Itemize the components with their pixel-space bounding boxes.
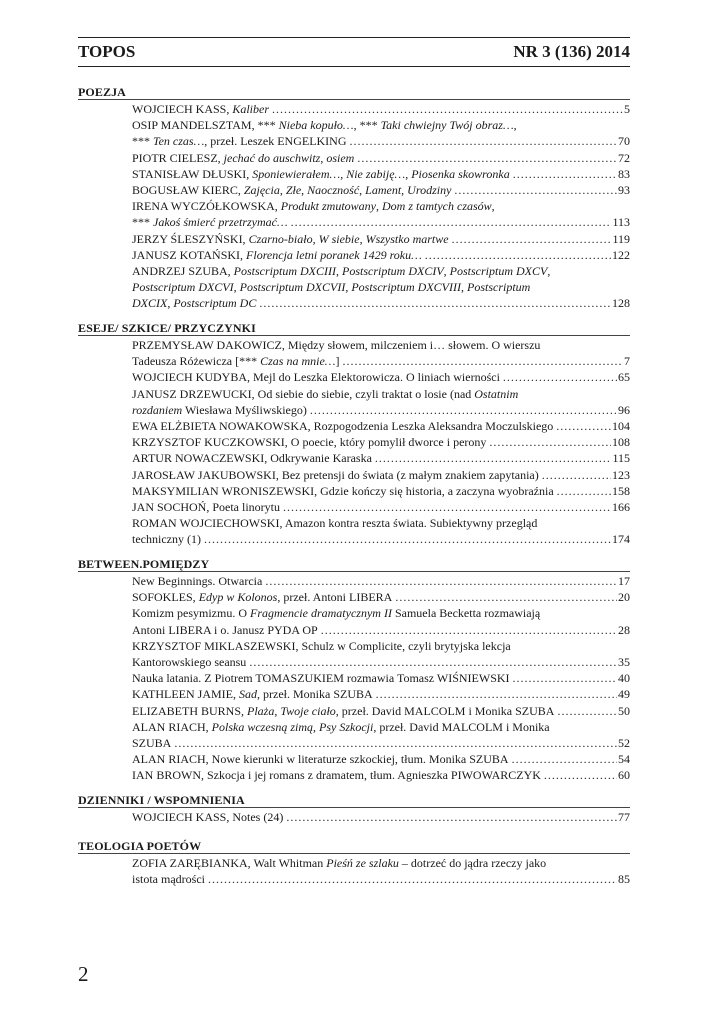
entry-line bbox=[132, 418, 630, 434]
entry-title-italic: Piosenka skowronka bbox=[411, 166, 510, 181]
entry-title-italic: Ostatnim bbox=[474, 386, 519, 401]
entry-text bbox=[132, 589, 392, 605]
dot-leader bbox=[249, 654, 617, 670]
entry-text-run: EWA ELŻBIETA NOWAKOWSKA, Rozpogodzenia Leszka Aleksandra Moczulskiego bbox=[132, 419, 554, 433]
entry-text-run: Wiesława Myśliwskiego) bbox=[182, 402, 307, 417]
entry-line bbox=[132, 686, 630, 702]
entry-text bbox=[132, 622, 318, 638]
entry-text-run: , bbox=[460, 280, 467, 295]
entry-text-run: , bbox=[376, 199, 382, 214]
dot-leader bbox=[342, 353, 623, 369]
page-ref: 49 bbox=[618, 687, 630, 702]
entry-text-run: KRZYSZTOF MIKLASZEWSKI, Schulz w Complicite, czyli brytyjska lekcja bbox=[132, 638, 511, 653]
entry-text-run: MAKSYMILIAN WRONISZEWSKI, Gdzie kończy się historia, a zaczyna wyobraźnia bbox=[132, 483, 554, 498]
entry-line bbox=[132, 450, 630, 466]
page-ref: 52 bbox=[618, 735, 630, 750]
entry-title-italic: Produkt zmutowany bbox=[280, 199, 376, 214]
entry-line bbox=[132, 369, 630, 385]
section-rule bbox=[78, 853, 630, 854]
entry-text-run: , przeł. David MALCOLM i Monika bbox=[373, 719, 550, 734]
entry-title-italic: Jakoś śmierć przetrzymać… bbox=[153, 215, 288, 230]
entry-text bbox=[132, 871, 205, 887]
page-ref: 60 bbox=[618, 768, 630, 783]
dot-leader bbox=[376, 686, 617, 702]
entry-text-run: SOFOKLES, bbox=[132, 590, 199, 605]
section-title: DZIENNIKI / WSPOMNIENIA bbox=[78, 793, 245, 807]
entry-text bbox=[132, 573, 262, 589]
dot-leader bbox=[544, 767, 617, 783]
entry-title-italic: Ten czas… bbox=[153, 134, 205, 149]
toc-entry[interactable] bbox=[132, 418, 630, 434]
entry-text-run: BOGUSŁAW KIERC, bbox=[132, 183, 244, 197]
entry-text-run: OSIP MANDELSZTAM, *** bbox=[132, 118, 279, 133]
entry-text-run: , przeł. Antoni LIBERA bbox=[277, 590, 393, 605]
entry-text-run: KATHLEEN JAMIE, bbox=[132, 687, 239, 702]
entry-line bbox=[132, 855, 630, 871]
page-ref: 77 bbox=[618, 810, 630, 824]
entry-text bbox=[132, 101, 269, 117]
entry-line bbox=[132, 467, 630, 483]
entry-title-italic: Postscriptum DXCVIII bbox=[351, 280, 461, 295]
entry-line bbox=[132, 622, 630, 638]
dot-leader bbox=[321, 622, 617, 638]
entry-text-run: , bbox=[279, 183, 286, 197]
entry-text-run: KRZYSZTOF KUCZKOWSKI, O poecie, który pomylił dworce i perony bbox=[132, 435, 487, 450]
entry-line bbox=[132, 767, 630, 783]
entry-title-italic: rozdaniem bbox=[132, 402, 183, 417]
entry-line bbox=[132, 133, 630, 149]
entry-text-run: ALAN RIACH, Nowe kierunki w literaturze szkockiej, tłum. Monika SZUBA bbox=[132, 752, 509, 767]
toc-entry[interactable] bbox=[132, 450, 630, 466]
entry-text-run: , *** bbox=[353, 118, 381, 133]
entry-line bbox=[132, 483, 630, 499]
dot-leader bbox=[454, 182, 617, 198]
entry-title-italic: Postscriptum DXCVI bbox=[132, 280, 234, 295]
entry-title-italic: Sad bbox=[239, 687, 257, 702]
entry-text-run: , bbox=[359, 183, 366, 197]
dot-leader bbox=[375, 450, 612, 466]
entry-text bbox=[132, 247, 422, 263]
entry-text-run: Samuela Becketta rozmawiają bbox=[391, 606, 541, 621]
dot-leader bbox=[556, 418, 611, 434]
toc-entry[interactable] bbox=[132, 767, 630, 783]
entry-text-run: JAN SOCHOŃ, Poeta linorytu bbox=[132, 500, 281, 514]
entry-line bbox=[132, 703, 630, 719]
entry-text bbox=[132, 418, 553, 434]
running-header bbox=[78, 40, 630, 64]
dot-leader bbox=[557, 703, 617, 719]
page-ref: 7 bbox=[624, 354, 630, 369]
toc-entry[interactable] bbox=[132, 166, 630, 182]
dot-leader bbox=[204, 531, 611, 547]
entry-title-italic: Taki chwiejny Twój obraz… bbox=[380, 118, 514, 133]
page-ref: 20 bbox=[618, 590, 630, 605]
toc-entry[interactable] bbox=[132, 751, 630, 767]
toc-entry[interactable] bbox=[132, 117, 630, 149]
section-rule bbox=[78, 807, 630, 808]
toc-entry[interactable] bbox=[132, 809, 630, 825]
entry-text-run: , bbox=[547, 264, 551, 278]
entry-text-run: , bbox=[301, 183, 308, 197]
page-ref: 115 bbox=[612, 451, 630, 466]
dot-leader bbox=[512, 751, 617, 767]
entry-text-run: , bbox=[320, 150, 327, 165]
entry-text bbox=[132, 150, 354, 166]
toc-entry[interactable] bbox=[132, 150, 630, 166]
dot-leader bbox=[310, 402, 617, 418]
entry-title-italic: Naoczność bbox=[307, 183, 360, 197]
dot-leader bbox=[350, 133, 617, 149]
entry-text-run: PIOTR CIELESZ, bbox=[132, 150, 224, 165]
toc-entry[interactable] bbox=[132, 337, 630, 369]
entry-title-italic: Wszystko martwe bbox=[365, 231, 449, 246]
page-ref: 72 bbox=[618, 150, 630, 165]
entry-text-run: ALAN RIACH, bbox=[132, 719, 212, 734]
dot-leader bbox=[208, 871, 617, 887]
page-ref: 108 bbox=[612, 435, 630, 450]
entry-text-run: , bbox=[233, 280, 240, 295]
entry-text-run: Tadeusza Różewicza [*** bbox=[132, 354, 261, 369]
entry-text-run: , bbox=[405, 166, 412, 181]
entry-text-run: IRENA WYCZÓŁKOWSKA, bbox=[132, 199, 281, 214]
page-ref: 50 bbox=[618, 703, 630, 718]
entry-line bbox=[132, 499, 630, 515]
entry-title-italic: Twoje ciało bbox=[280, 703, 336, 718]
entry-line bbox=[132, 871, 630, 887]
dot-leader bbox=[395, 589, 617, 605]
entry-line bbox=[132, 231, 630, 247]
entry-text bbox=[132, 531, 201, 547]
toc-entry[interactable] bbox=[132, 198, 630, 230]
entry-text bbox=[132, 133, 347, 149]
entry-text-run: ZOFIA ZARĘBIANKA, Walt Whitman bbox=[132, 856, 327, 870]
entry-line bbox=[132, 751, 630, 767]
entry-text bbox=[132, 670, 510, 686]
page-ref: 96 bbox=[618, 402, 630, 417]
entry-text bbox=[132, 735, 171, 751]
entry-text bbox=[132, 703, 554, 719]
entry-text-run: JANUSZ KOTAŃSKI, bbox=[132, 247, 247, 262]
journal-title: TOPOS bbox=[78, 42, 136, 61]
entry-text-run: ARTUR NOWACZEWSKI, Odkrywanie Karaska bbox=[132, 451, 372, 466]
entry-line bbox=[132, 166, 630, 182]
entry-text-run: , bbox=[359, 231, 366, 246]
entry-text-run: IAN BROWN, Szkocja i jej romans z dramatem, tłum. Agnieszka PIWOWARCZYK bbox=[132, 768, 541, 783]
entry-line bbox=[132, 735, 630, 751]
entry-title-italic: Postscriptum DXCVII bbox=[239, 280, 346, 295]
entry-title-italic: Postscriptum DXCIII bbox=[233, 264, 336, 278]
entry-text bbox=[132, 751, 509, 767]
entry-title-italic: Zajęcia bbox=[243, 183, 280, 197]
entry-title-italic: Postscriptum DXCV bbox=[449, 264, 548, 278]
entry-text bbox=[132, 686, 373, 702]
section-title: BETWEEN.POMIĘDZY bbox=[78, 557, 210, 571]
entry-text-run: ANDRZEJ SZUBA, bbox=[132, 264, 234, 278]
dot-leader bbox=[272, 101, 623, 117]
entry-title-italic: Lament bbox=[365, 183, 402, 197]
page-ref: 122 bbox=[612, 247, 630, 262]
entry-text-run: WOJCIECH KUDYBA, Mejl do Leszka Elektorowicza. O liniach wierności bbox=[132, 370, 500, 385]
entry-text-run: ELIZABETH BURNS, bbox=[132, 703, 247, 718]
page-ref: 123 bbox=[612, 467, 630, 482]
entry-text-run: JAROSŁAW JAKUBOWSKI, Bez pretensji do świata (z małym znakiem zapytania) bbox=[132, 467, 539, 482]
toc-entry[interactable] bbox=[132, 263, 630, 312]
entry-line bbox=[132, 198, 630, 214]
entry-title-italic: Czarno-biało bbox=[248, 231, 313, 246]
page-ref: 93 bbox=[618, 183, 630, 197]
dot-leader bbox=[503, 369, 617, 385]
dot-leader bbox=[425, 247, 611, 263]
dot-leader bbox=[557, 483, 611, 499]
dot-leader bbox=[174, 735, 617, 751]
entry-title-italic: Czas na mnie… bbox=[260, 354, 336, 369]
dot-leader bbox=[283, 499, 611, 515]
dot-leader bbox=[286, 809, 617, 825]
entry-text-run: , bbox=[312, 231, 319, 246]
issue-number: NR 3 (136) 2014 bbox=[513, 42, 630, 61]
entry-text-run: JANUSZ DRZEWUCKI, Od siebie do siebie, czyli traktat o losie (nad bbox=[132, 386, 475, 401]
entry-text-run: Antoni LIBERA i o. Janusz PYDA OP bbox=[132, 622, 318, 637]
entry-title-italic: Polska wczesną zimą bbox=[211, 719, 313, 734]
entry-text-run: , bbox=[443, 264, 450, 278]
entry-text bbox=[132, 402, 307, 418]
entry-line bbox=[132, 434, 630, 450]
entry-title-italic: Postscriptum DXCIV bbox=[342, 264, 444, 278]
page-ref: 158 bbox=[612, 483, 630, 498]
section-rule bbox=[78, 335, 630, 336]
entry-title-italic: Nieba kopuło… bbox=[278, 118, 354, 133]
entry-line bbox=[132, 295, 630, 311]
toc-entry[interactable] bbox=[132, 499, 630, 515]
entry-line bbox=[132, 589, 630, 605]
page-ref: 70 bbox=[618, 134, 630, 149]
entry-title-italic: Postscriptum DC bbox=[173, 296, 257, 311]
entry-text-run: , przeł. David MALCOLM i Monika SZUBA bbox=[335, 703, 555, 718]
entry-title-italic: Edyp w Kolonos bbox=[198, 590, 278, 605]
toc-entry[interactable] bbox=[132, 247, 630, 263]
entry-title-italic: Plaża bbox=[247, 703, 275, 718]
entry-line bbox=[132, 279, 630, 295]
page-ref: 5 bbox=[624, 102, 630, 116]
entry-line bbox=[132, 263, 630, 279]
entry-line bbox=[132, 638, 630, 654]
entry-line bbox=[132, 150, 630, 166]
entry-line bbox=[132, 809, 630, 825]
entry-text bbox=[132, 434, 486, 450]
entry-line bbox=[132, 386, 630, 402]
toc-entry[interactable] bbox=[132, 719, 630, 751]
entry-text-run: istota mądrości bbox=[132, 872, 205, 887]
entry-title-italic: Urodziny bbox=[407, 183, 452, 197]
entry-title-italic: Fragmencie dramatycznym II bbox=[249, 606, 392, 621]
entry-line bbox=[132, 654, 630, 670]
entry-text bbox=[132, 214, 288, 230]
page-ref: 85 bbox=[618, 872, 630, 887]
page-ref: 174 bbox=[612, 532, 630, 547]
entry-text-run: PRZEMYSŁAW DAKOWICZ, Między słowem, milczeniem i… słowem. O wierszu bbox=[132, 338, 541, 352]
entry-line bbox=[132, 214, 630, 230]
entry-text bbox=[132, 166, 510, 182]
toc-entry[interactable] bbox=[132, 703, 630, 719]
entry-line bbox=[132, 402, 630, 418]
entry-text bbox=[132, 450, 372, 466]
entry-line bbox=[132, 182, 630, 198]
entry-text-run: Komizm pesymizmu. O bbox=[132, 606, 250, 621]
entry-text-run: , bbox=[313, 719, 319, 734]
entry-text bbox=[132, 231, 449, 247]
entry-text-run: ROMAN WOJCIECHOWSKI, Amazon kontra reszta świata. Subiektywny przegląd bbox=[132, 516, 538, 531]
entry-text bbox=[132, 353, 339, 369]
dot-leader bbox=[259, 295, 611, 311]
dot-leader bbox=[513, 670, 617, 686]
toc-entry[interactable] bbox=[132, 369, 630, 385]
header-top-rule bbox=[78, 37, 630, 38]
section-title: ESEJE/ SZKICE/ PRZYCZYNKI bbox=[78, 321, 256, 335]
entry-text-run: – dotrzeć do jądra rzeczy jako bbox=[398, 856, 547, 870]
entry-line bbox=[132, 719, 630, 735]
dot-leader bbox=[542, 467, 611, 483]
entry-title-italic: W siebie bbox=[318, 231, 360, 246]
entry-title-italic: Pieśń ze szlaku bbox=[326, 856, 399, 870]
entry-title-italic: Dom z tamtych czasów bbox=[382, 199, 492, 214]
entry-line bbox=[132, 337, 630, 353]
page-ref: 65 bbox=[618, 370, 630, 385]
page-ref: 128 bbox=[612, 296, 630, 311]
page-ref: 40 bbox=[618, 671, 630, 686]
toc-entry[interactable] bbox=[132, 855, 630, 887]
entry-title-italic: DXCIX bbox=[132, 296, 168, 311]
entry-text-run: *** bbox=[132, 215, 153, 230]
entry-text-run: JERZY ŚLESZYŃSKI, bbox=[132, 231, 249, 246]
dot-leader bbox=[291, 214, 612, 230]
entry-text bbox=[132, 483, 554, 499]
entry-title-italic: Złe bbox=[285, 183, 302, 197]
entry-text-run: WOJCIECH KASS, Notes (24) bbox=[132, 810, 284, 824]
page-ref: 35 bbox=[618, 654, 630, 669]
page-ref: 104 bbox=[612, 419, 630, 433]
entry-text-run: Nauka latania. Z Piotrem TOMASZUKIEM rozmawia Tomasz WIŚNIEWSKI bbox=[132, 671, 510, 686]
dot-leader bbox=[357, 150, 617, 166]
entry-title-italic: jechać do auschwitz bbox=[223, 150, 321, 165]
entry-line bbox=[132, 573, 630, 589]
entry-text-run: WOJCIECH KASS, bbox=[132, 102, 233, 116]
toc-entry[interactable] bbox=[132, 182, 630, 198]
entry-line bbox=[132, 353, 630, 369]
section-title: POEZJA bbox=[78, 85, 126, 99]
section-rule bbox=[78, 99, 630, 100]
entry-text-run: New Beginnings. Otwarcia bbox=[132, 574, 263, 588]
page-ref: 119 bbox=[612, 231, 630, 246]
entry-line bbox=[132, 117, 630, 133]
entry-text-run: , bbox=[513, 118, 517, 133]
toc-entry[interactable] bbox=[132, 483, 630, 499]
entry-title-italic: Psy Szkocji bbox=[319, 719, 374, 734]
toc-entry[interactable] bbox=[132, 670, 630, 686]
entry-text bbox=[132, 499, 280, 515]
entry-line bbox=[132, 531, 630, 547]
page-ref: 54 bbox=[618, 752, 630, 767]
section-title: TEOLOGIA POETÓW bbox=[78, 839, 202, 853]
entry-text-run: , bbox=[345, 280, 352, 295]
entry-title-italic: Kaliber bbox=[232, 102, 270, 116]
toc-entry[interactable] bbox=[132, 467, 630, 483]
entry-text-run: , bbox=[336, 264, 342, 278]
dot-leader bbox=[452, 231, 612, 247]
toc-entry[interactable] bbox=[132, 589, 630, 605]
entry-text-run: Kantorowskiego seansu bbox=[132, 654, 247, 669]
page-ref: 17 bbox=[618, 574, 630, 588]
entry-title-italic: Postscriptum bbox=[466, 280, 531, 295]
toc-entry[interactable] bbox=[132, 386, 630, 418]
entry-text bbox=[132, 654, 246, 670]
entry-text-run: , bbox=[274, 703, 281, 718]
entry-title-italic: Sponiewierałem… bbox=[252, 166, 341, 181]
dot-leader bbox=[513, 166, 617, 182]
entry-text-run: , bbox=[401, 183, 408, 197]
entry-title-italic: osiem bbox=[326, 150, 355, 165]
entry-text-run: , bbox=[167, 296, 174, 311]
entry-line bbox=[132, 247, 630, 263]
toc-entry[interactable] bbox=[132, 101, 630, 117]
entry-text-run: ] bbox=[335, 354, 340, 369]
toc-entry[interactable] bbox=[132, 231, 630, 247]
entry-line bbox=[132, 101, 630, 117]
header-bottom-rule bbox=[78, 66, 630, 67]
entry-text bbox=[132, 467, 539, 483]
entry-text-run: , przeł. Monika SZUBA bbox=[257, 687, 373, 702]
entry-text-run: STANISŁAW DŁUSKI, bbox=[132, 166, 253, 181]
entry-text-run: SZUBA bbox=[132, 735, 172, 750]
toc-entry[interactable] bbox=[132, 605, 630, 637]
entry-text bbox=[132, 767, 541, 783]
section-rule bbox=[78, 571, 630, 572]
entry-text-run: , bbox=[491, 199, 495, 214]
entry-text-run: *** bbox=[132, 134, 153, 149]
entry-title-italic: Florencja letni poranek 1429 roku… bbox=[246, 247, 422, 262]
entry-line bbox=[132, 605, 630, 621]
toc-entry[interactable] bbox=[132, 515, 630, 547]
entry-text-run: , bbox=[340, 166, 347, 181]
entry-line bbox=[132, 515, 630, 531]
page-ref: 166 bbox=[612, 500, 630, 514]
page-number: 2 bbox=[78, 962, 89, 986]
entry-text bbox=[132, 369, 500, 385]
page-ref: 83 bbox=[618, 166, 630, 181]
entry-text bbox=[132, 809, 283, 825]
dot-leader bbox=[489, 434, 611, 450]
toc-entry[interactable] bbox=[132, 434, 630, 450]
dot-leader bbox=[265, 573, 617, 589]
entry-text bbox=[132, 182, 451, 198]
entry-text-run: , przeł. Leszek ENGELKING bbox=[204, 134, 347, 149]
entry-title-italic: Nie zabiję… bbox=[346, 166, 406, 181]
toc-entry[interactable] bbox=[132, 638, 630, 670]
entry-text bbox=[132, 295, 256, 311]
toc-entry[interactable] bbox=[132, 573, 630, 589]
page-ref: 113 bbox=[612, 215, 630, 230]
page-ref: 28 bbox=[618, 622, 630, 637]
entry-text-run: techniczny (1) bbox=[132, 532, 201, 547]
toc-entry[interactable] bbox=[132, 686, 630, 702]
entry-line bbox=[132, 670, 630, 686]
